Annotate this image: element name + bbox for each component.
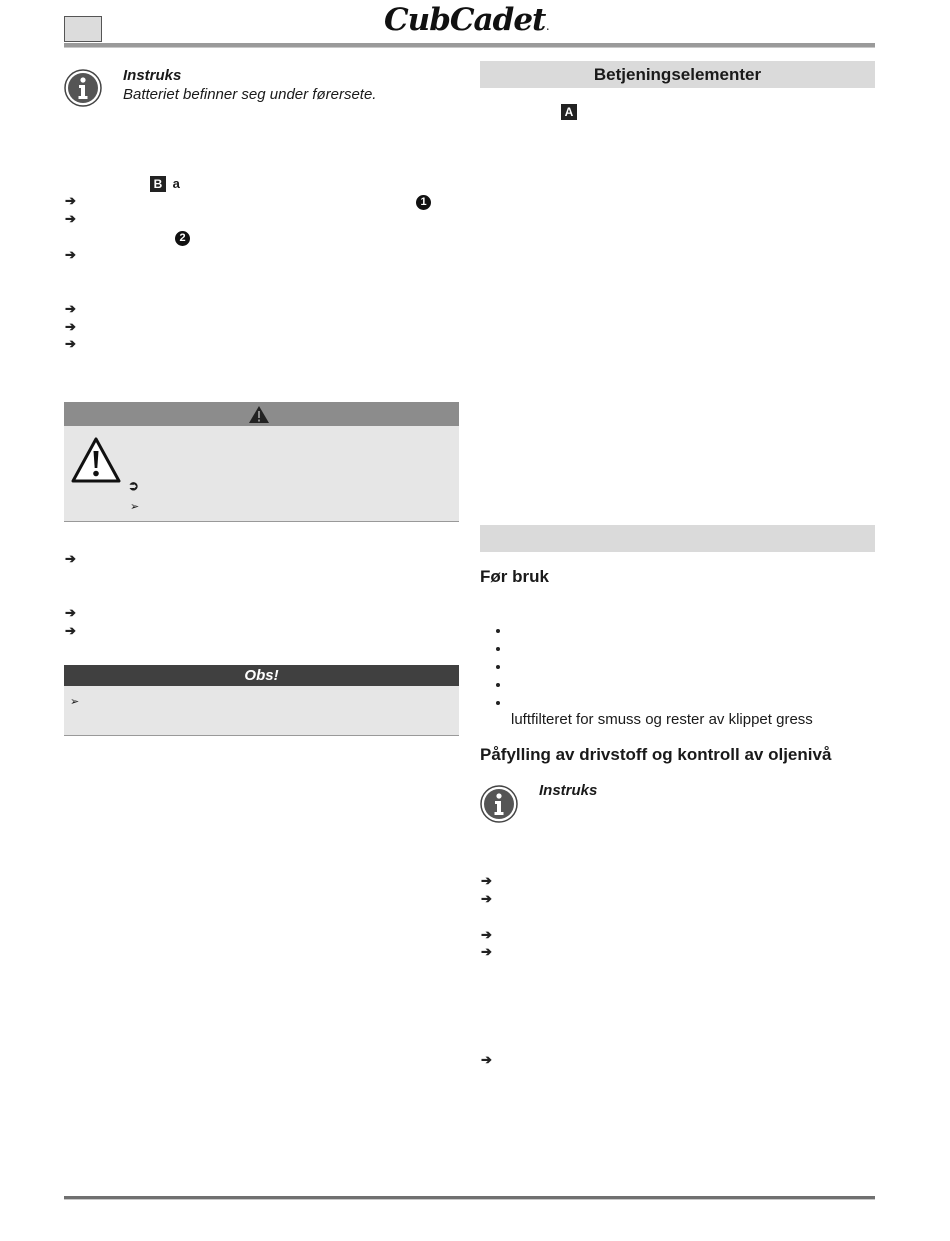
right-arrow-icon: ➔ [481, 1052, 492, 1067]
callout-number: 2 [175, 231, 190, 246]
figure-badge: B [150, 176, 166, 192]
notice-text: Batteriet befinner seg under førersete. [123, 86, 377, 103]
figure-suffix: a [172, 176, 180, 191]
right-arrow-icon: ➔ [65, 193, 76, 208]
right-arrow-icon: ➔ [65, 247, 76, 262]
right-arrow-icon: ➔ [481, 873, 492, 888]
info-icon [64, 69, 102, 107]
header-rule [64, 43, 875, 48]
warning-triangle-icon [248, 405, 270, 424]
right-arrow-icon: ➔ [481, 891, 492, 906]
right-arrow-icon: ➔ [65, 319, 76, 334]
right-arrow-icon: ➔ [65, 623, 76, 638]
right-arrow-icon: ➔ [481, 944, 492, 959]
circular-arrow-icon: ➲ [128, 478, 139, 493]
obs-body [64, 686, 459, 736]
right-arrow-icon: ➔ [65, 551, 76, 566]
notice-title: Instruks [123, 67, 182, 84]
warning-triangle-icon [70, 436, 122, 484]
figure-reference [150, 176, 180, 192]
footer-rule [64, 1196, 875, 1200]
info-icon [480, 785, 518, 823]
right-arrow-icon: ➔ [481, 927, 492, 942]
brand-logo: CubCadet. [384, 2, 549, 38]
page-number-box [64, 16, 102, 42]
right-arrow-icon: ➔ [65, 336, 76, 351]
bullet [496, 665, 500, 669]
right-arrow-icon: ➔ [65, 605, 76, 620]
obs-header: Obs! [64, 665, 459, 686]
right-arrow-icon: ➔ [65, 211, 76, 226]
bullet [496, 701, 500, 705]
bullet [496, 629, 500, 633]
pointer-arrow-icon: ➢ [70, 696, 80, 708]
bullet-text: luftfilteret for smuss og rester av klippet gress [511, 711, 813, 728]
right-arrow-icon: ➔ [65, 301, 76, 316]
warning-header [64, 402, 459, 426]
bullet [496, 683, 500, 687]
pointer-arrow-icon: ➢ [130, 501, 140, 513]
section-title: Betjeningselementer [480, 61, 875, 88]
warning-body [64, 426, 459, 522]
figure-badge: A [561, 104, 577, 120]
callout-number: 1 [416, 195, 431, 210]
bullet [496, 647, 500, 651]
section-bar [480, 525, 875, 552]
section-heading: Før bruk [480, 567, 549, 586]
notice-title: Instruks [539, 782, 598, 799]
section-heading: Påfylling av drivstoff og kontroll av oljenivå [480, 745, 832, 764]
